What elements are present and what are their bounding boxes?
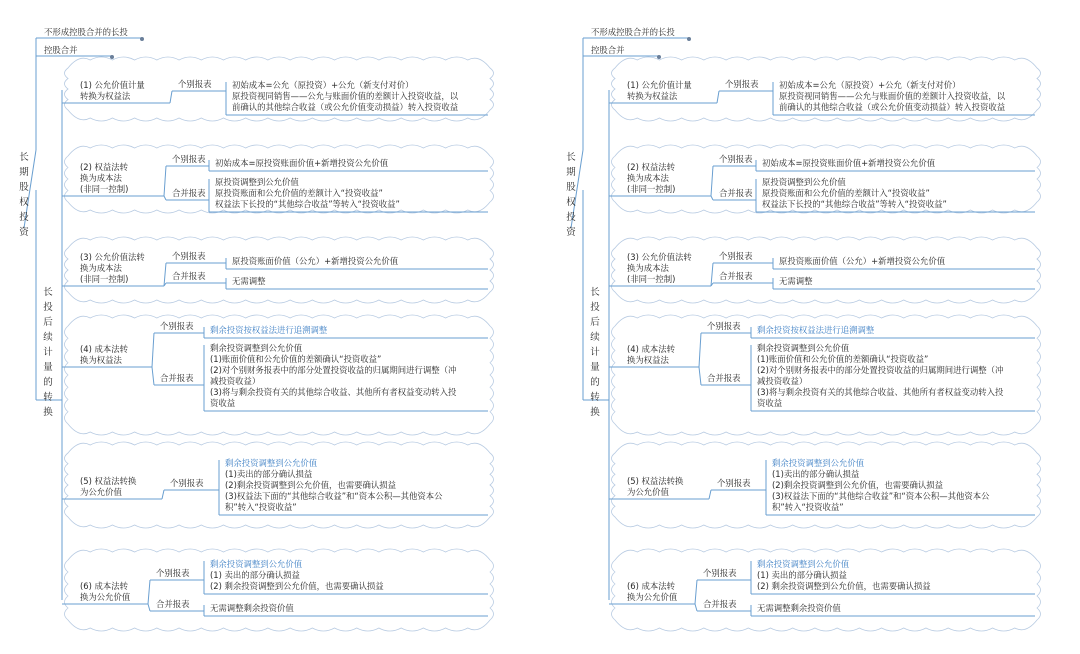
detail-text: 原投资视同销售——公允与账面价值的差额计入投资收益，以 — [779, 91, 1006, 101]
section-title-line[interactable]: 换为成本法 — [80, 263, 122, 273]
detail-text: 积”转入“投资收益” — [225, 502, 297, 512]
highlight-text: 剩余投资按权益法进行追溯调整 — [210, 325, 328, 335]
detail-text: (2) 剩余投资调整到公允价值，也需要确认损益 — [210, 581, 384, 591]
row-label[interactable]: 个别报表 — [172, 154, 206, 164]
detail-text: 权益法下长投的“其他综合收益”等转入“投资收益” — [762, 199, 947, 209]
section-title-line[interactable]: 转换为权益法 — [80, 91, 131, 101]
section-title-line[interactable]: (4) 成本法转 — [627, 344, 676, 354]
section-title-line[interactable]: 换为权益法 — [627, 355, 669, 365]
row-label[interactable]: 合并报表 — [703, 599, 737, 609]
section-title-line[interactable]: (5) 权益法转换 — [627, 476, 684, 486]
detail-text: 原投资视同销售——公允与账面价值的差额计入投资收益，以 — [232, 91, 459, 101]
row-link — [164, 263, 166, 286]
row-link — [152, 367, 154, 385]
highlight-text: 剩余投资调整到公允价值 — [757, 559, 850, 569]
detail-text: (2)剩余投资调整到公允价值，也需要确认损益 — [225, 480, 396, 490]
section-title-line[interactable]: 转换为权益法 — [627, 91, 678, 101]
detail-text: (1)卖出的部分确认损益 — [772, 469, 860, 479]
detail-text: (2)对个别财务报表中的部分处置投资收益的归属期间进行调整（冲 — [757, 365, 1004, 375]
highlight-text: 剩余投资调整到公允价值 — [225, 458, 318, 468]
section-title-line[interactable]: (3) 公允价值法转 — [80, 252, 145, 262]
detail-text: 无需调整剩余投资价值 — [210, 603, 294, 613]
section-title-line[interactable]: 换为公允价值 — [80, 592, 131, 602]
top-item-label[interactable]: 控股合并 — [44, 45, 78, 55]
section-title-line[interactable]: 换为公允价值 — [627, 592, 678, 602]
section-title-line[interactable]: 为公允价值 — [627, 487, 669, 497]
row-label[interactable]: 合并报表 — [707, 373, 741, 383]
row-label[interactable]: 合并报表 — [719, 271, 753, 281]
top-item-label[interactable]: 不形成控股合并的长投 — [44, 27, 128, 37]
section-title-line[interactable]: (1) 公允价值计量 — [80, 80, 145, 90]
detail-text: 权益法下长投的“其他综合收益”等转入“投资收益” — [215, 199, 400, 209]
detail-text: (1) 卖出的部分确认损益 — [210, 570, 300, 580]
section-title-line[interactable]: (5) 权益法转换 — [80, 476, 137, 486]
mindmap-panel-right — [547, 0, 1080, 654]
row-link — [152, 333, 154, 367]
detail-text: (2)剩余投资调整到公允价值，也需要确认损益 — [772, 480, 943, 490]
detail-text: (3)将与剩余投资有关的其他综合收益、其他所有者权益变动转入投 — [757, 387, 1004, 397]
detail-text: 前确认的其他综合收益（或公允价值变动损益）转入投资收益 — [232, 102, 459, 112]
section-title-line[interactable]: (2) 权益法转 — [80, 162, 129, 172]
row-link — [711, 263, 713, 286]
section-title-line[interactable]: 换为权益法 — [80, 355, 122, 365]
row-link — [148, 604, 150, 611]
row-link — [699, 367, 701, 385]
section-title-line[interactable]: (非同一控制) — [80, 274, 129, 284]
top-item-label[interactable]: 不形成控股合并的长投 — [591, 27, 675, 37]
detail-text: (1)账面价值和公允价值的差额确认“投资收益” — [210, 354, 382, 364]
section-title-line[interactable]: (非同一控制) — [80, 184, 129, 194]
detail-text: (1)卖出的部分确认损益 — [225, 469, 313, 479]
detail-text: (1) 卖出的部分确认损益 — [757, 570, 847, 580]
detail-text: 无需调整 — [779, 276, 813, 286]
row-label[interactable]: 个别报表 — [725, 79, 759, 89]
section-title-line[interactable]: 换为成本法 — [627, 263, 669, 273]
row-link — [148, 580, 150, 604]
row-label[interactable]: 个别报表 — [156, 568, 190, 578]
row-label[interactable]: 个别报表 — [703, 568, 737, 578]
root-label: 长期股权投资 — [19, 152, 29, 238]
collapse-dot-icon[interactable] — [687, 37, 691, 41]
detail-text: 初始成本=公允（原投资）+公允（新支付对价） — [779, 80, 961, 90]
collapse-dot-icon[interactable] — [110, 55, 114, 59]
detail-text: 原投资账面价值（公允）+新增投资公允价值 — [232, 256, 399, 266]
detail-text: 原投资调整到公允价值 — [762, 177, 846, 187]
detail-text: (3)将与剩余投资有关的其他综合收益、其他所有者权益变动转入投 — [210, 387, 457, 397]
row-link — [711, 196, 713, 200]
detail-text: 积”转入“投资收益” — [772, 502, 844, 512]
row-label[interactable]: 个别报表 — [178, 79, 212, 89]
detail-text: 原投资调整到公允价值 — [215, 177, 299, 187]
collapse-dot-icon[interactable] — [657, 55, 661, 59]
row-label[interactable]: 合并报表 — [172, 271, 206, 281]
section-title-line[interactable]: (非同一控制) — [627, 184, 676, 194]
detail-text: (1)账面价值和公允价值的差额确认“投资收益” — [757, 354, 929, 364]
detail-text: 原投资账面和公允价值的差额计入“投资收益” — [762, 188, 930, 198]
collapse-dot-icon[interactable] — [140, 37, 144, 41]
detail-text: 资收益 — [210, 398, 236, 408]
detail-text: 初始成本=原投资账面价值+新增投资公允价值 — [762, 158, 936, 168]
section-title-line[interactable]: 换为成本法 — [80, 173, 122, 183]
detail-text: 原投资账面价值（公允）+新增投资公允价值 — [779, 256, 946, 266]
highlight-text: 剩余投资按权益法进行追溯调整 — [757, 325, 875, 335]
detail-text: 初始成本=原投资账面价值+新增投资公允价值 — [215, 158, 389, 168]
top-item-label[interactable]: 控股合并 — [591, 45, 625, 55]
row-link — [162, 490, 164, 499]
section-title-line[interactable]: (3) 公允价值法转 — [627, 252, 692, 262]
row-link — [170, 91, 172, 103]
section-title-line[interactable]: 换为成本法 — [627, 173, 669, 183]
branch-label: 长投后续计量的转换 — [590, 287, 600, 418]
root-label: 长期股权投资 — [566, 152, 576, 238]
row-label[interactable]: 合并报表 — [172, 188, 206, 198]
detail-text: 前确认的其他综合收益（或公允价值变动损益）转入投资收益 — [779, 102, 1006, 112]
highlight-text: 剩余投资调整到公允价值 — [210, 559, 303, 569]
row-link — [695, 580, 697, 604]
detail-text: (2) 剩余投资调整到公允价值，也需要确认损益 — [757, 581, 931, 591]
detail-text: 无需调整剩余投资价值 — [757, 603, 841, 613]
detail-text: 剩余投资调整到公允价值 — [210, 343, 303, 353]
row-label[interactable]: 合并报表 — [160, 373, 194, 383]
detail-text: 减投资收益） — [210, 376, 261, 386]
row-link — [717, 91, 719, 103]
section-cloud-border — [65, 237, 494, 303]
section-title-line[interactable]: (6) 成本法转 — [80, 581, 129, 591]
detail-text: (3)权益法下面的“其他综合收益”和“资本公积—其他资本公 — [772, 491, 990, 501]
section-title-line[interactable]: (非同一控制) — [627, 274, 676, 284]
section-title-line[interactable]: 为公允价值 — [80, 487, 122, 497]
section-title-line[interactable]: (1) 公允价值计量 — [627, 80, 692, 90]
branch-label: 长投后续计量的转换 — [43, 287, 53, 418]
row-label[interactable]: 个别报表 — [172, 251, 206, 261]
row-label[interactable]: 合并报表 — [719, 188, 753, 198]
section-title-line[interactable]: (4) 成本法转 — [80, 344, 129, 354]
row-label[interactable]: 合并报表 — [156, 599, 190, 609]
row-label[interactable]: 个别报表 — [719, 251, 753, 261]
detail-text: 剩余投资调整到公允价值 — [757, 343, 850, 353]
detail-text: (3)权益法下面的“其他综合收益”和“资本公积—其他资本公 — [225, 491, 443, 501]
row-link — [164, 196, 166, 200]
detail-text: 减投资收益） — [757, 376, 808, 386]
detail-text: 无需调整 — [232, 276, 266, 286]
row-label[interactable]: 个别报表 — [717, 478, 751, 488]
row-link — [699, 333, 701, 367]
row-link — [695, 604, 697, 611]
row-label[interactable]: 个别报表 — [719, 154, 753, 164]
row-label[interactable]: 个别报表 — [160, 321, 194, 331]
section-cloud-border — [612, 237, 1041, 303]
detail-text: 资收益 — [757, 398, 783, 408]
row-label[interactable]: 个别报表 — [707, 321, 741, 331]
row-link — [709, 490, 711, 499]
row-link — [711, 166, 713, 196]
row-link — [164, 166, 166, 196]
detail-text: 初始成本=公允（原投资）+公允（新支付对价） — [232, 80, 414, 90]
section-title-line[interactable]: (2) 权益法转 — [627, 162, 676, 172]
row-label[interactable]: 个别报表 — [170, 478, 204, 488]
detail-text: 原投资账面和公允价值的差额计入“投资收益” — [215, 188, 383, 198]
section-title-line[interactable]: (6) 成本法转 — [627, 581, 676, 591]
detail-text: (2)对个别财务报表中的部分处置投资收益的归属期间进行调整（冲 — [210, 365, 457, 375]
highlight-text: 剩余投资调整到公允价值 — [772, 458, 865, 468]
